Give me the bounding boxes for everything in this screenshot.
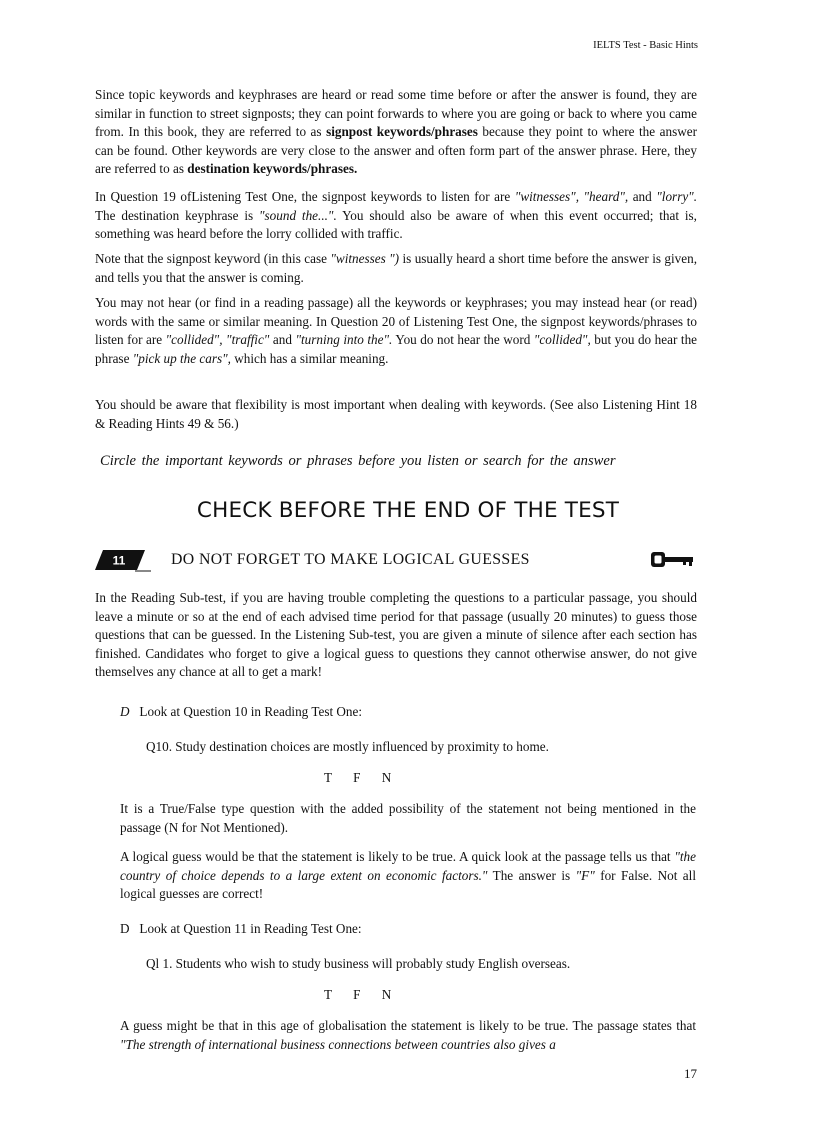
example-1-explanation: It is a True/False type question with the added possibility of the statement not being mentioned in the passage (N for Not Mentioned). <box>120 801 696 835</box>
key-icon <box>650 550 694 570</box>
page-number: 17 <box>684 1066 697 1081</box>
hint-badge-shape <box>95 548 151 572</box>
hint-heading <box>95 548 697 574</box>
paragraph-question-20: You may not hear (or find in a reading passage) all the keywords or keyphrases; you may instead hear (or read) words with the same or similar meaning. In Question 20 of Listening Test One, the signpost keywords/phrases to listen for are "collided", "traffic" and "turning into the". You do not hear the word "collided", but you do hear the phrase "pick up the cars", which has a similar meaning. <box>95 295 698 366</box>
hint-number-badge <box>95 548 151 572</box>
paragraph-question-19: In Question 19 ofListening Test One, the signpost keywords to listen for are "witnesses", "heard", and "lorry". The destination keyphrase is "sound the...". You should also be aware of when this event occurred; that is, something was heard before the lorry collided with traffic. <box>95 189 698 241</box>
example-2-question: Ql 1. Students who wish to study business will probably study English overseas. <box>146 956 571 971</box>
paragraph-flexibility: You should be aware that flexibility is most important when dealing with keywords. (See also Listening Hint 18 & Reading Hints 49 & 56.) <box>95 397 697 431</box>
example-2-guess: A guess might be that in this age of globalisation the statement is likely to be true. The passage states that "The strength of international business connections between countries also gives a <box>120 1018 696 1052</box>
example-2-intro: D Look at Question 11 in Reading Test One: <box>120 921 362 936</box>
bold-term: destination keywords/phrases. <box>187 161 358 176</box>
bold-term: signpost keywords/phrases <box>326 124 478 139</box>
example-marker: D <box>120 921 130 936</box>
example-1-question: Q10. Study destination choices are mostly influenced by proximity to home. <box>146 739 549 754</box>
paragraph-signpost-note: Note that the signpost keyword (in this case "witnesses ") is usually heard a short time before the answer is given, and tells you that the answer is coming. <box>95 251 697 285</box>
example-marker: D <box>120 704 130 719</box>
hint-number: 11 <box>112 553 126 568</box>
section-title: CHECK BEFORE THE END OF THE TEST <box>196 498 620 523</box>
running-header: IELTS Test - Basic Hints <box>593 40 698 51</box>
example-1-guess: A logical guess would be that the statement is likely to be true. A quick look at the passage tells us that "the country of choice depends to a large extent on economic factors." The answer is "F" for False. Not all logical guesses are correct! <box>120 849 696 901</box>
paragraph-guessing: In the Reading Sub-test, if you are having trouble completing the questions to a particular passage, you should leave a minute or so at the end of each advised time period for that passage (usually 20 minutes) to guess those questions that can be guessed. In the Listening Sub-test, you are given a minute of silence after each section has finished. Candidates who forget to give a logical guess to questions they cannot otherwise answer, do not give themselves any chance at all to get a mark! <box>95 590 697 679</box>
paragraph-signposts: Since topic keywords and keyphrases are heard or read some time before or after the answer is found, they are similar in function to street signposts; they can point forwards to where you are going or back to where you came from. In this book, they are referred to as signpost keywords/phrases because they point to where the answer can be found. Other keywords are very close to the answer and often form part of the answer phrase. Here, they are referred to as destination keywords/phrases. <box>95 87 697 176</box>
tip-line: Circle the important keywords or phrases before you listen or search for the answer <box>100 453 616 469</box>
example-1-intro: D Look at Question 10 in Reading Test One: <box>120 704 363 719</box>
example-1-options: T F N <box>324 770 392 785</box>
example-2-options: T F N <box>324 987 392 1002</box>
hint-title: DO NOT FORGET TO MAKE LOGICAL GUESSES <box>171 551 530 568</box>
